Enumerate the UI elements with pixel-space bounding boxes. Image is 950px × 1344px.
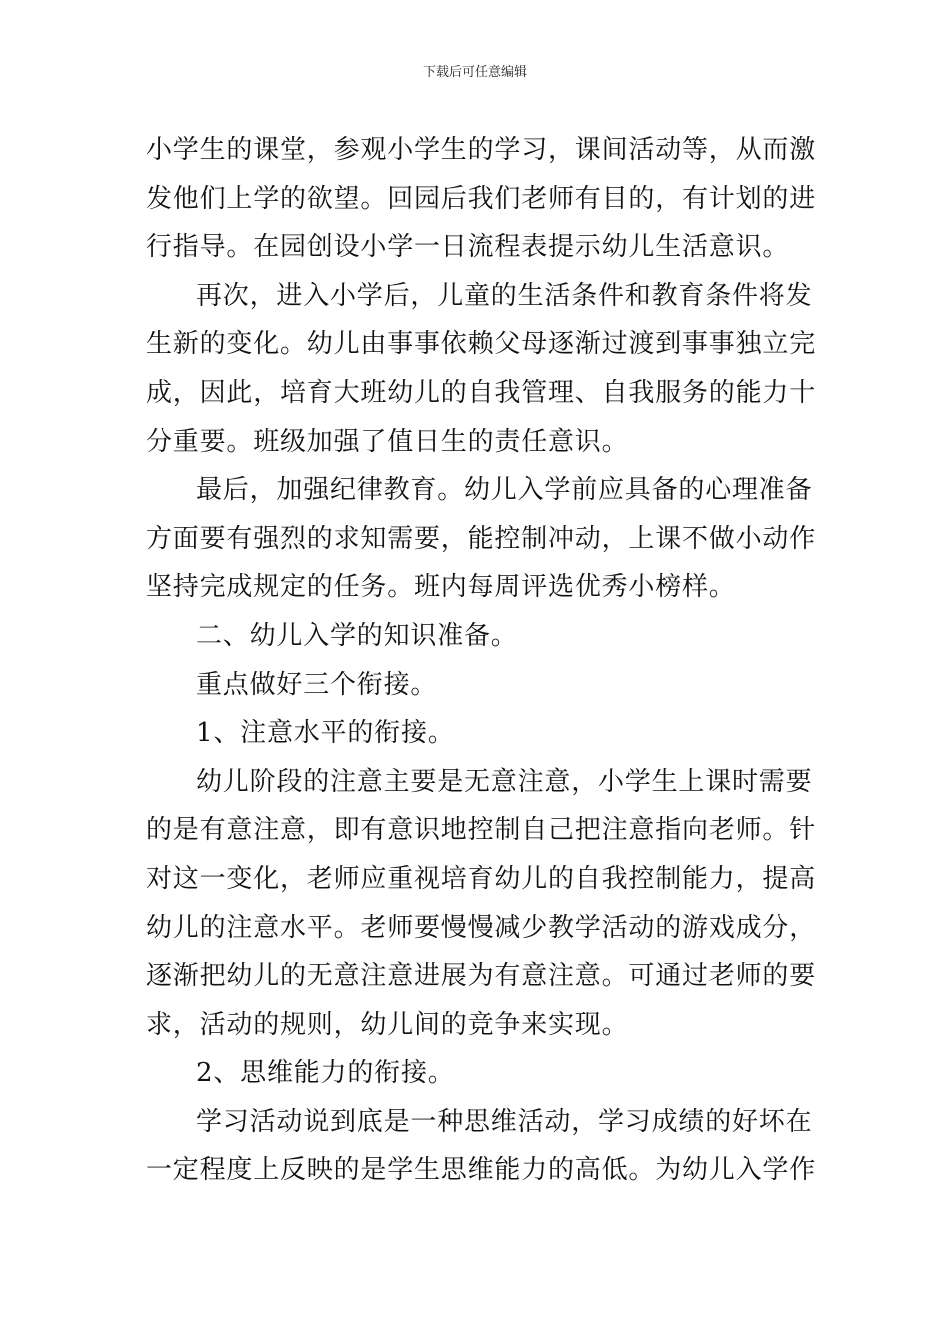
text-line: 分重要。班级加强了值日生的责任意识。 <box>146 426 629 457</box>
text-line: 生新的变化。幼儿由事事依赖父母逐渐过渡到事事独立完 <box>146 329 817 360</box>
paragraph <box>146 612 806 661</box>
text-line: 发他们上学的欲望。回园后我们老师有目的，有计划的进 <box>146 183 817 214</box>
text-line: 学习活动说到底是一种思维活动，学习成绩的好坏在 <box>196 1106 813 1137</box>
text-line: 幼儿阶段的注意主要是无意注意，小学生上课时需要 <box>196 766 813 797</box>
text-line: 幼儿的注意水平。老师要慢慢减少教学活动的游戏成分， <box>146 912 817 943</box>
text-line: 一定程度上反映的是学生思维能力的高低。为幼儿入学作 <box>146 1155 817 1186</box>
text-line: 对这一变化，老师应重视培育幼儿的自我控制能力，提高 <box>146 863 817 894</box>
text-line: 小学生的课堂，参观小学生的学习，课间活动等，从而激 <box>146 135 817 165</box>
text-line: 逐渐把幼儿的无意注意进展为有意注意。可通过老师的要 <box>146 961 817 992</box>
paragraph <box>146 1049 806 1098</box>
text-line: 二、幼儿入学的知识准备。 <box>196 620 518 651</box>
text-line: 的是有意注意，即有意识地控制自己把注意指向老师。针 <box>146 815 817 846</box>
paragraph <box>146 758 817 1050</box>
text-line: 最后，加强纪律教育。幼儿入学前应具备的心理准备 <box>196 475 813 506</box>
text-line: 2、思维能力的衔接。 <box>196 1058 455 1089</box>
paragraph <box>146 126 817 272</box>
text-line: 1、注意水平的衔接。 <box>196 718 455 749</box>
text-line: 重点做好三个衔接。 <box>196 669 438 700</box>
text-line: 再次，进入小学后，儿童的生活条件和教育条件将发 <box>196 280 813 311</box>
text-line: 坚持完成规定的任务。班内每周评选优秀小榜样。 <box>146 572 736 603</box>
text-line: 求，活动的规则，幼儿间的竞争来实现。 <box>146 1009 629 1040</box>
page-header: 下载后可任意编辑 <box>422 65 527 80</box>
text-line: 行指导。在园创设小学一日流程表提示幼儿生活意识。 <box>146 232 790 263</box>
text-line: 成，因此，培育大班幼儿的自我管理、自我服务的能力十 <box>146 377 817 408</box>
paragraph <box>146 661 806 710</box>
paragraph <box>146 466 817 612</box>
text-line: 方面要有强烈的求知需要，能控制冲动，上课不做小动作 <box>146 523 817 554</box>
paragraph <box>146 1098 817 1195</box>
paragraph <box>146 272 817 466</box>
document-body <box>146 126 817 1195</box>
paragraph <box>146 709 806 758</box>
